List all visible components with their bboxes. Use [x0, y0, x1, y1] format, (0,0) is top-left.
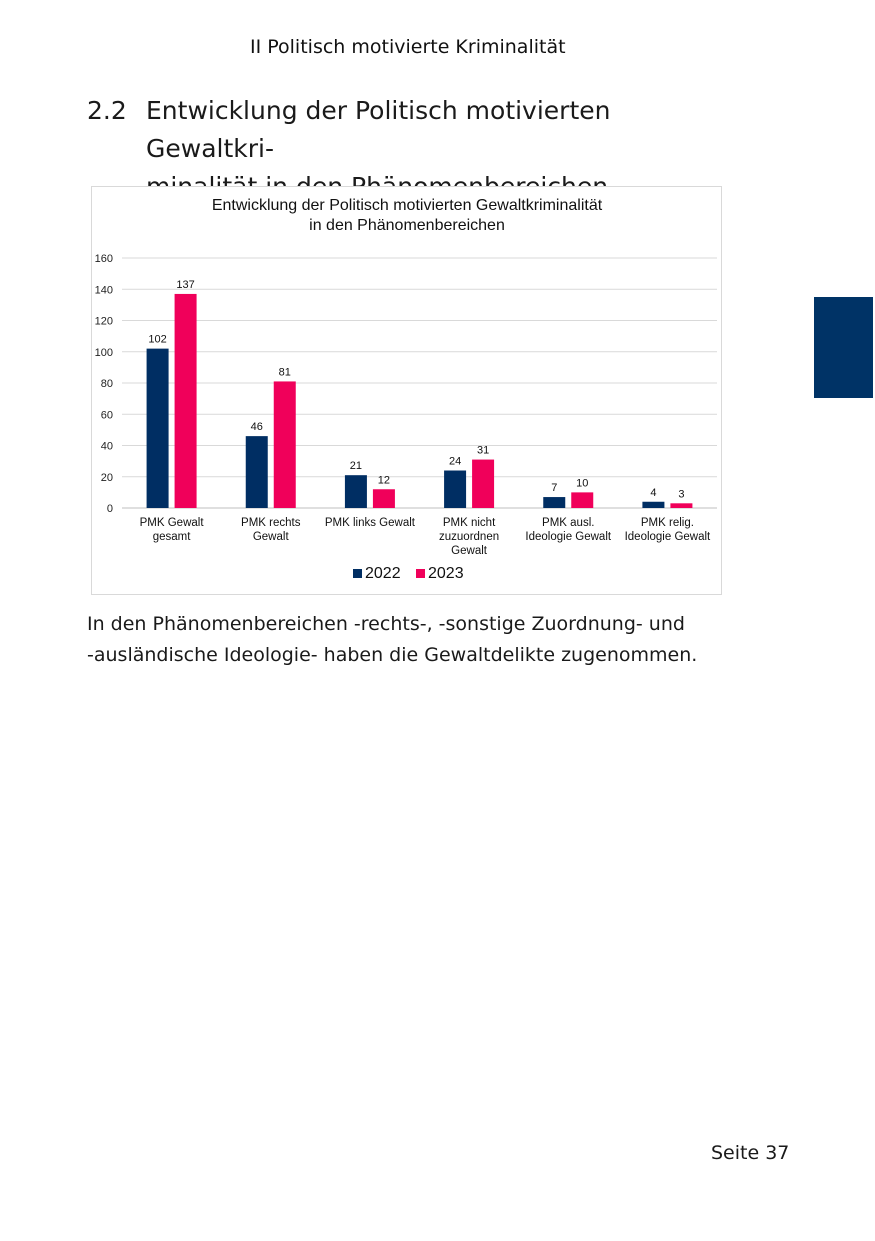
y-tick-label: 100 [94, 346, 113, 359]
section-number: 2.2 [87, 96, 127, 125]
x-tick-label: PMK nicht [442, 517, 496, 529]
legend-label: 2023 [428, 565, 464, 582]
data-label: 137 [176, 278, 195, 291]
body-paragraph: In den Phänomenbereichen -rechts-, -sonstige Zuordnung- und -ausländische Ideologie- haben die Gewaltdelikte zugenommen. [87, 613, 698, 666]
y-tick-label: 60 [100, 409, 113, 422]
y-tick-label: 160 [94, 253, 113, 265]
data-label: 31 [476, 444, 490, 457]
x-tick-label: PMK ausl. [542, 517, 595, 529]
bar-2022 [543, 497, 565, 508]
x-tick-label: Ideologie Gewalt [525, 531, 612, 543]
bar-2023 [571, 492, 593, 508]
y-tick-label: 20 [100, 471, 113, 484]
chart-title-line: Entwicklung der Politisch motivierten Gewaltkriminalität [211, 197, 603, 214]
bar-2023 [175, 294, 197, 508]
data-label: 81 [278, 366, 291, 379]
bar-2022 [642, 502, 664, 508]
x-tick-label: PMK relig. [640, 517, 694, 529]
data-label: 21 [349, 460, 363, 473]
chapter-side-tab [814, 297, 873, 398]
data-label: 12 [377, 474, 391, 487]
y-tick-label: 80 [100, 378, 113, 390]
legend-swatch-2022 [353, 569, 362, 578]
x-tick-label: gesamt [152, 531, 191, 543]
section-title-line: Entwicklung der Politisch motivierten Gewaltkri- [146, 96, 611, 163]
data-label: 46 [250, 421, 263, 434]
legend-swatch-2023 [416, 569, 425, 578]
chart-frame [91, 186, 722, 595]
bar-2023 [274, 381, 296, 508]
legend-label: 2022 [365, 565, 401, 582]
x-tick-label: PMK links Gewalt [324, 517, 415, 529]
y-tick-label: 0 [106, 503, 113, 515]
data-label: 10 [576, 477, 589, 490]
bar-2022 [147, 349, 169, 508]
bar-2022 [246, 436, 268, 508]
running-header: II Politisch motivierte Kriminalität [250, 36, 566, 58]
x-tick-label: Ideologie Gewalt [624, 531, 711, 543]
x-tick-label: PMK rechts [241, 517, 301, 529]
y-tick-label: 40 [100, 440, 113, 453]
page-number: Seite 37 [711, 1142, 790, 1164]
y-tick-label: 140 [94, 284, 113, 297]
bar-chart [92, 187, 723, 596]
data-label: 4 [650, 486, 657, 499]
y-tick-label: 120 [94, 315, 113, 328]
x-tick-label: zuzuordnen [439, 531, 500, 543]
data-label: 7 [551, 482, 558, 495]
x-tick-label: Gewalt [252, 531, 289, 543]
bar-2023 [472, 460, 494, 508]
bar-2023 [373, 489, 395, 508]
bar-2022 [345, 475, 367, 508]
data-label: 102 [148, 333, 167, 346]
bar-2023 [670, 503, 692, 508]
x-tick-label: PMK Gewalt [139, 517, 204, 529]
x-tick-label: Gewalt [451, 545, 487, 557]
chart-title-line: in den Phänomenbereichen [309, 217, 505, 234]
bar-2022 [444, 471, 466, 509]
data-label: 3 [678, 488, 685, 501]
data-label: 24 [448, 455, 462, 468]
